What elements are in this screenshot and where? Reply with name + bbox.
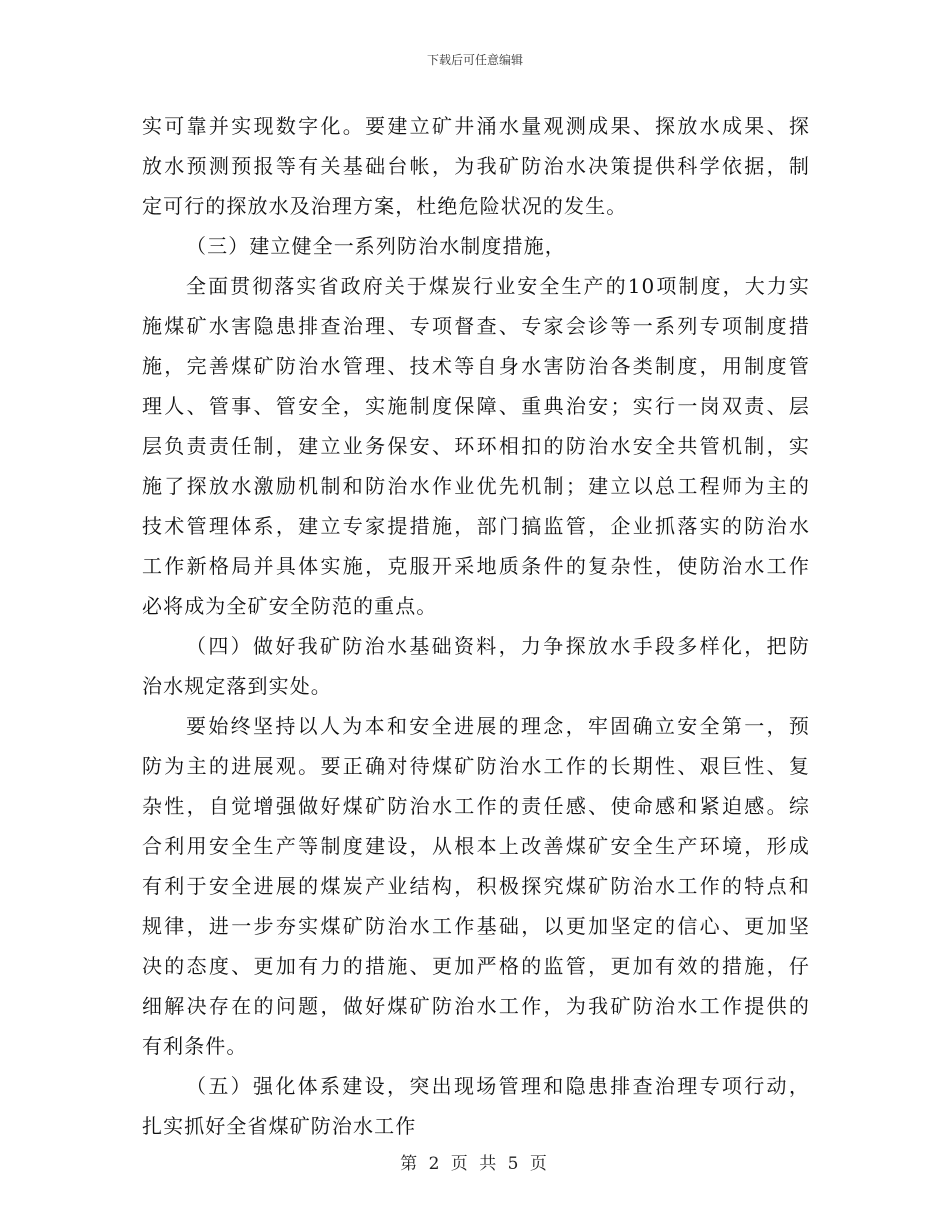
text-line: 治水规定落到实处。	[142, 674, 332, 698]
text-line: 规律，进一步夯实煤矿防治水工作基础，以更加坚定的信心、更加坚	[142, 914, 810, 938]
text-line: 施煤矿水害隐患排查治理、专项督查、专家会诊等一系列专项制度措	[142, 314, 810, 338]
page-header: 下载后可任意编辑	[426, 53, 523, 67]
text-line: 实可靠并实现数字化。要建立矿井涌水量观测成果、探放水成果、探	[142, 114, 810, 138]
section-heading-4: （四）做好我矿防治水基础资料，力争探放水手段多样化，把防	[186, 634, 810, 658]
text-line: 决的态度、更加有力的措施、更加严格的监管，更加有效的措施，仔	[142, 954, 810, 978]
text-line: 理人、管事、管安全，实施制度保障、重典治安；实行一岗双责、层	[142, 394, 810, 418]
text-line: 必将成为全矿安全防范的重点。	[142, 594, 438, 618]
text-line: 防为主的进展观。要正确对待煤矿防治水工作的长期性、艰巨性、复	[142, 754, 810, 778]
text-line: 合利用安全生产等制度建设，从根本上改善煤矿安全生产环境，形成	[142, 834, 810, 858]
text-line: 杂性，自觉增强做好煤矿防治水工作的责任感、使命感和紧迫感。综	[142, 794, 810, 818]
text-line: 扎实抓好全省煤矿防治水工作	[142, 1114, 417, 1138]
text-line: 层负责责任制，建立业务保安、环环相扣的防治水安全共管机制，实	[142, 434, 810, 458]
text-line: 全面贯彻落实省政府关于煤炭行业安全生产的10项制度，大力实	[186, 274, 810, 298]
page-number: 第 2 页 共 5 页	[400, 1154, 550, 1174]
text-line: 细解决存在的问题，做好煤矿防治水工作，为我矿防治水工作提供的	[142, 994, 810, 1018]
section-heading-3: （三）建立健全一系列防治水制度措施，	[186, 234, 566, 258]
text-line: 工作新格局并具体实施，克服开采地质条件的复杂性，使防治水工作	[142, 554, 810, 578]
text-line: 有利条件。	[142, 1034, 248, 1058]
section-heading-5: （五）强化体系建设，突出现场管理和隐患排查治理专项行动，	[186, 1074, 810, 1098]
text-line: 要始终坚持以人为本和安全进展的理念，牢固确立安全第一，预	[186, 714, 810, 738]
document-body	[142, 106, 810, 1146]
text-line: 技术管理体系，建立专家提措施，部门搞监管，企业抓落实的防治水	[142, 514, 810, 538]
text-line: 放水预测预报等有关基础台帐，为我矿防治水决策提供科学依据，制	[142, 154, 810, 178]
text-line: 施，完善煤矿防治水管理、技术等自身水害防治各类制度，用制度管	[142, 354, 810, 378]
text-line: 施了探放水激励机制和防治水作业优先机制；建立以总工程师为主的	[142, 474, 810, 498]
text-line: 有利于安全进展的煤炭产业结构，积极探究煤矿防治水工作的特点和	[142, 874, 810, 898]
text-line: 定可行的探放水及治理方案，杜绝危险状况的发生。	[142, 194, 628, 218]
